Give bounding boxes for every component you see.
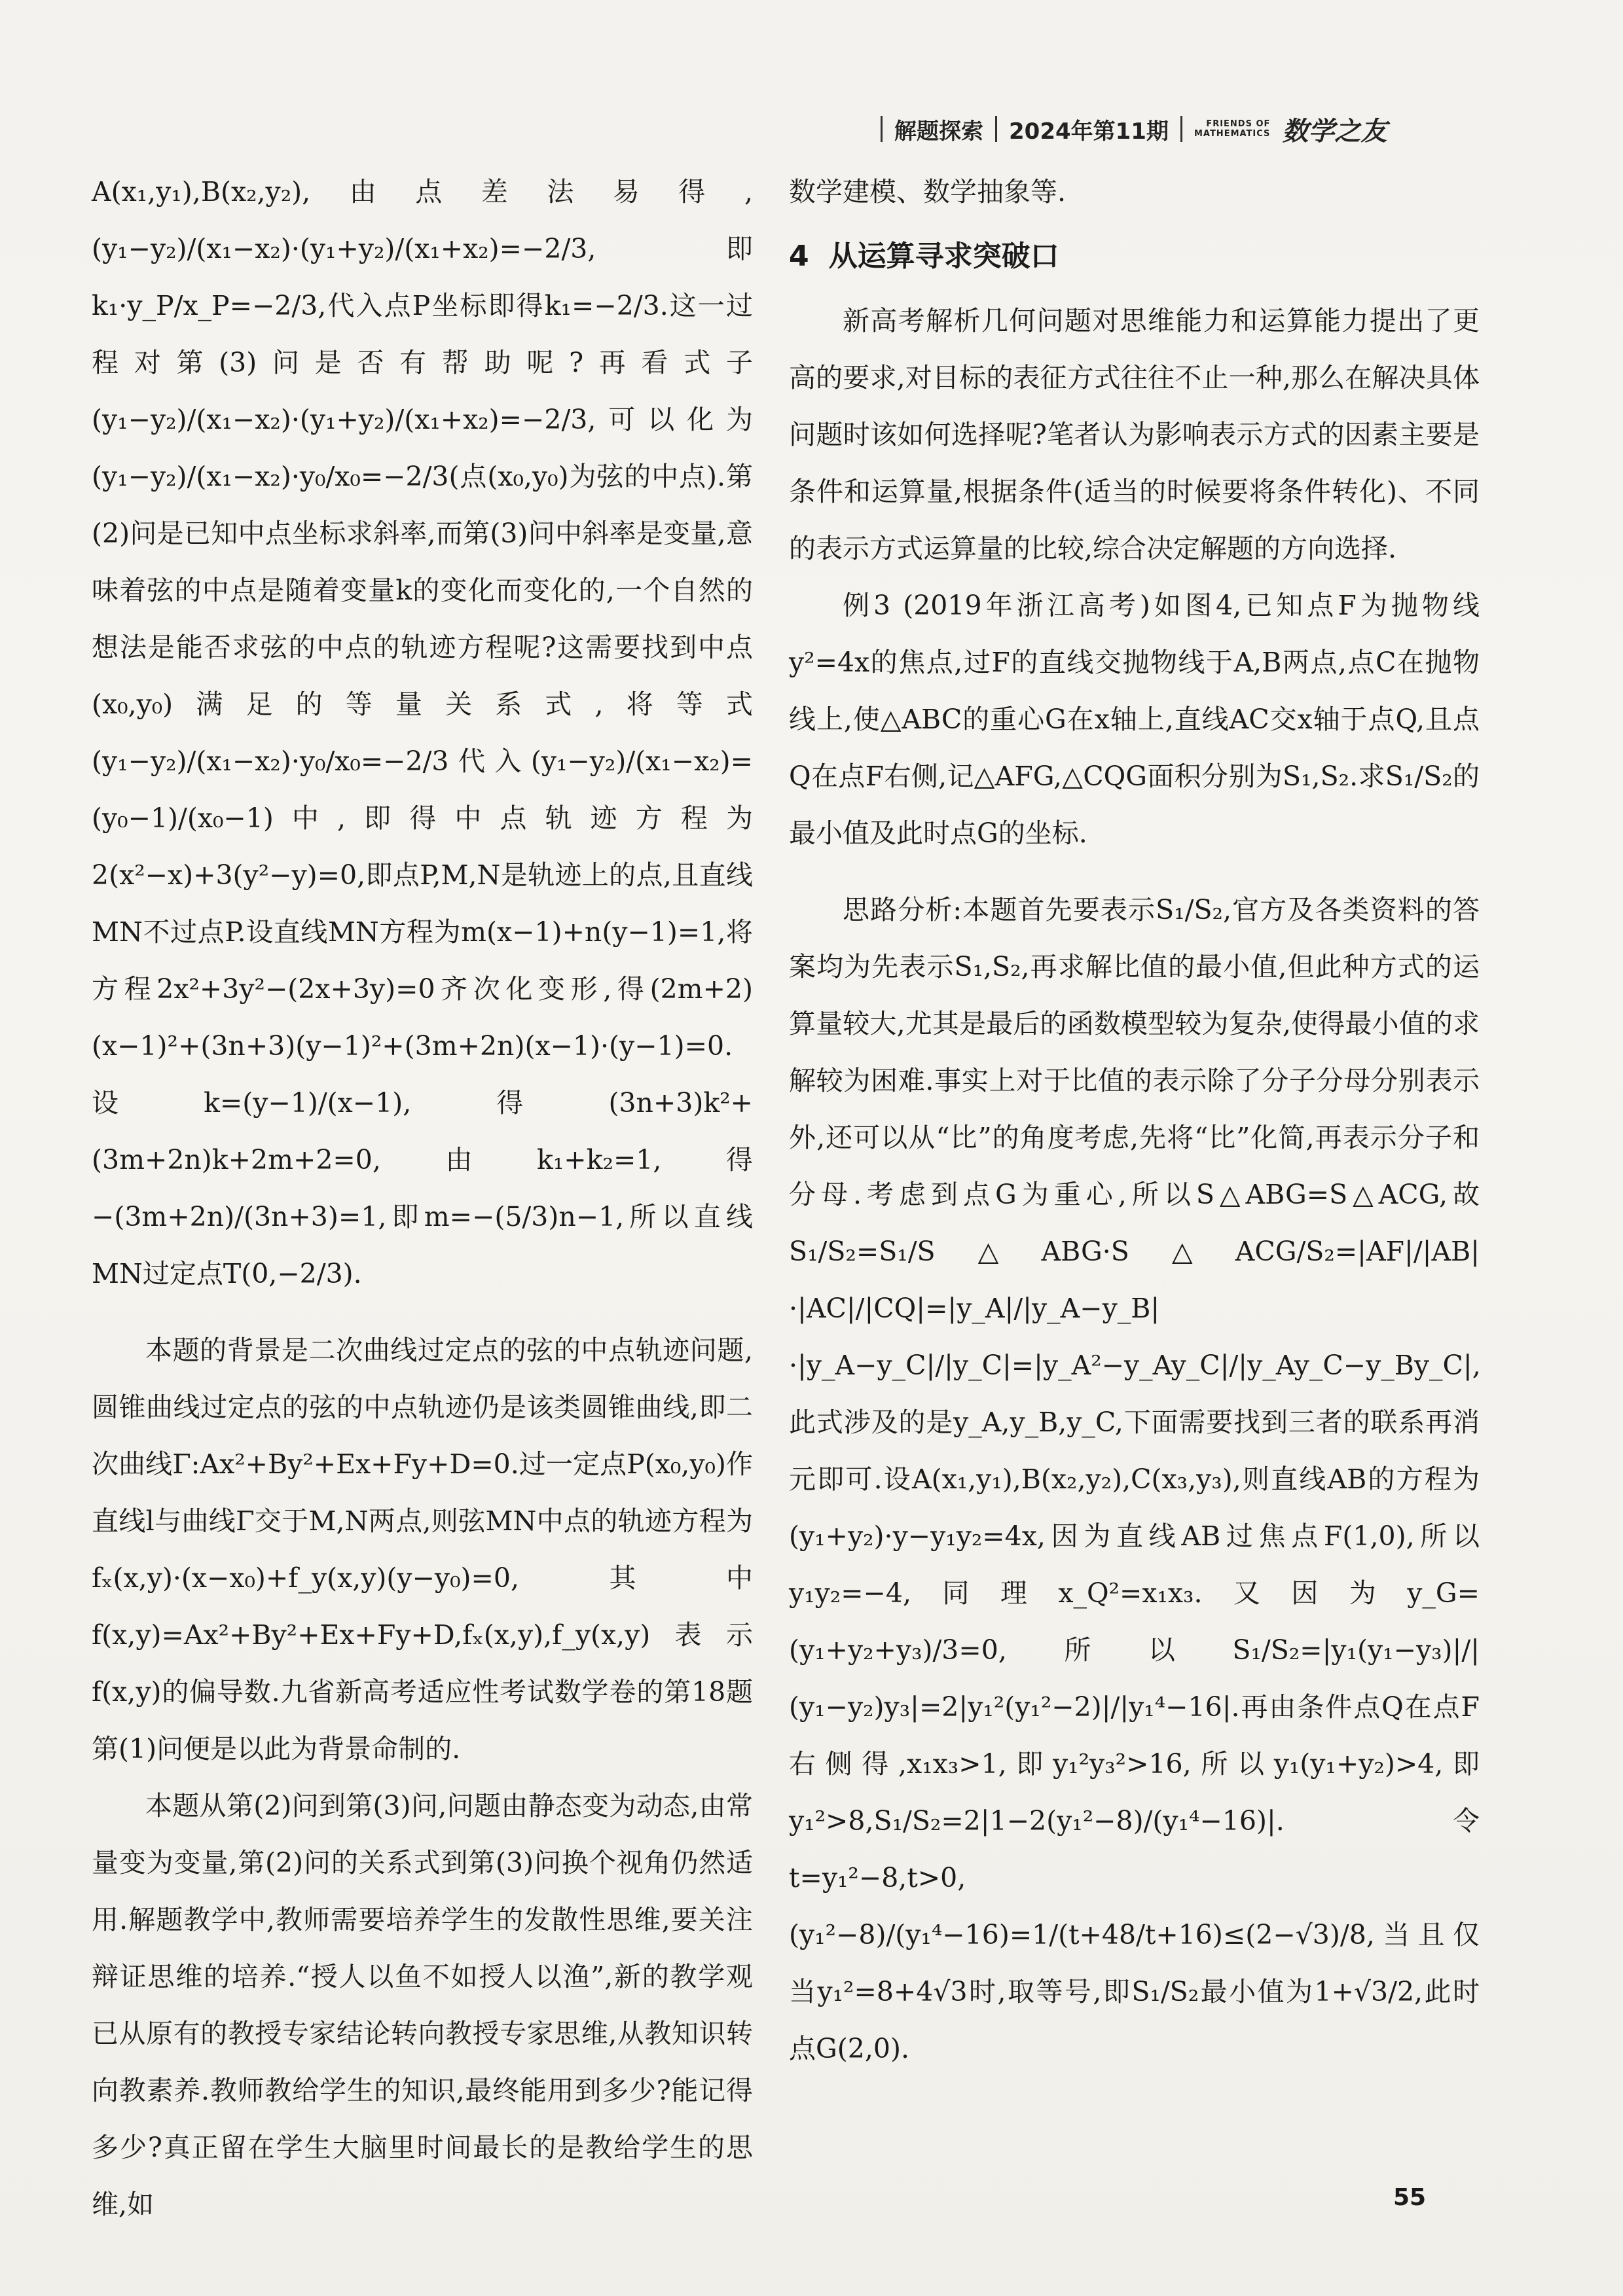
journal-logo: 数学之友 (1282, 115, 1387, 147)
header-divider (1180, 116, 1182, 142)
journal-english-name (1194, 119, 1270, 139)
section-number: 4 (789, 240, 809, 273)
right-column (789, 164, 1480, 2077)
body-paragraph: 本题从第(2)问到第(3)问,问题由静态变为动态,由常量变为变量,第(2)问的关系式到第(3)问换个视角仍然适用.解题教学中,教师需要培养学生的发散性思维,要关注辩证思维的培养.“授人以鱼不如授人以渔”,新的教学观已从原有的教授专家结论转向教授专家思维,从教知识转向教素养.教师教给学生的知识,最终能用到多少?能记得多少?真正留在学生大脑里时间最长的是教给学生的思维,如 (92, 1790, 753, 2220)
header-section-label: 解题探索 (894, 118, 983, 145)
page-number: 55 (1393, 2184, 1427, 2211)
body-paragraph: A(x₁,y₁),B(x₂,y₂),由点差法易得,(y₁−y₂)/(x₁−x₂)·(y₁+y₂)/(x₁+x₂)=−2/3,即k₁·y_P/x_P=−2/3,代入点P坐标即得k₁=−2/3.这一过程对第(3)问是否有帮助呢?再看式子(y₁−y₂)/(x₁−x₂)·(y₁+y₂)/(x₁+x₂)=−2/3,可以化为(y₁−y₂)/(x₁−x₂)·y₀/x₀=−2/3(点(x₀,y₀)为弦的中点).第(2)问是已知中点坐标求斜率,而第(3)问中斜率是变量,意味着弦的中点是随着变量k的变化而变化的,一个自然的想法是能否求弦的中点的轨迹方程呢?这需要找到中点(x₀,y₀)满足的等量关系式,将等式(y₁−y₂)/(x₁−x₂)·y₀/x₀=−2/3代入(y₁−y₂)/(x₁−x₂)=(y₀−1)/(x₀−1)中,即得中点轨迹方程为2(x²−x)+3(y²−y)=0,即点P,M,N是轨迹上的点,且直线MN不过点P.设直线MN方程为m(x−1)+n(y−1)=1,将方程2x²+3y²−(2x+3y)=0齐次化变形,得(2m+2)(x−1)²+(3n+3)(y−1)²+(3m+2n)(x−1)·(y−1)=0.设k=(y−1)/(x−1),得(3n+3)k²+(3m+2n)k+2m+2=0,由k₁+k₂=1,得−(3m+2n)/(3n+3)=1,即m=−(5/3)n−1,所以直线MN过定点T(0,−2/3). (92, 176, 753, 1289)
journal-en-line1: FRIENDS OF (1206, 119, 1271, 129)
analysis-paragraph: 思路分析:本题首先要表示S₁/S₂,官方及各类资料的答案均为先表示S₁,S₂,再求解比值的最小值,但此种方式的运算量较大,尤其是最后的函数模型较为复杂,使得最小值的求解较为困难.事实上对于比值的表示除了分子分母分别表示外,还可以从“比”的角度考虑,先将“比”化简,再表示分子和分母.考虑到点G为重心,所以S△ABG=S△ACG,故S₁/S₂=S₁/S△ABG·S△ACG/S₂=|AF|/|AB|·|AC|/|CQ|=|y_A|/|y_A−y_B|·|y_A−y_C|/|y_C|=|y_A²−y_Ay_C|/|y_Ay_C−y_By_C|,此式涉及的是y_A,y_B,y_C,下面需要找到三者的联系再消元即可.设A(x₁,y₁),B(x₂,y₂),C(x₃,y₃),则直线AB的方程为(y₁+y₂)·y−y₁y₂=4x,因为直线AB过焦点F(1,0),所以y₁y₂=−4,同理x_Q²=x₁x₃.又因为y_G=(y₁+y₂+y₃)/3=0,所以S₁/S₂=|y₁(y₁−y₃)|/|(y₁−y₂)y₃|=2|y₁²(y₁²−2)|/|y₁⁴−16|.再由条件点Q在点F右侧得,x₁x₃>1,即y₁²y₃²>16,所以y₁(y₁+y₂)>4,即y₁²>8,S₁/S₂=2|1−2(y₁²−8)/(y₁⁴−16)|.令t=y₁²−8,t>0,(y₁²−8)/(y₁⁴−16)=1/(t+48/t+16)≤(2−√3)/8,当且仅当y₁²=8+4√3时,取等号,即S₁/S₂最小值为1+√3/2,此时点G(2,0). (789, 894, 1481, 2064)
example-paragraph: 例3 (2019年浙江高考)如图4,已知点F为抛物线y²=4x的焦点,过F的直线交抛物线于A,B两点,点C在抛物线上,使△ABC的重心G在x轴上,直线AC交x轴于点Q,且点Q在点F右侧,记△AFG,△CQG面积分别为S₁,S₂.求S₁/S₂的最小值及此时点G的坐标. (789, 590, 1480, 849)
section-heading (789, 221, 1480, 293)
header-divider (995, 116, 997, 142)
running-header (881, 106, 1470, 152)
body-paragraph: 新高考解析几何问题对思维能力和运算能力提出了更高的要求,对目标的表征方式往往不止一种,那么在解决具体问题时该如何选择呢?笔者认为影响表示方式的因素主要是条件和运算量,根据条件(适当的时候要将条件转化)、不同的表示方式运算量的比较,综合决定解题的方向选择. (789, 305, 1480, 564)
section-title: 从运算寻求突破口 (828, 240, 1059, 273)
body-paragraph: 本题的背景是二次曲线过定点的弦的中点轨迹问题,圆锥曲线过定点的弦的中点轨迹仍是该类圆锥曲线,即二次曲线Γ:Ax²+By²+Ex+Fy+D=0.过一定点P(x₀,y₀)作直线l与曲线Γ交于M,N两点,则弦MN中点的轨迹方程为fₓ(x,y)·(x−x₀)+f_y(x,y)(y−y₀)=0,其中f(x,y)=Ax²+By²+Ex+Fy+D,fₓ(x,y),f_y(x,y)表示f(x,y)的偏导数.九省新高考适应性考试数学卷的第18题第(1)问便是以此为背景命制的. (92, 1335, 753, 1765)
body-paragraph: 数学建模、数学抽象等. (789, 176, 1067, 207)
left-column (92, 164, 753, 2233)
header-issue: 2024年第11期 (1009, 118, 1169, 145)
header-divider (881, 116, 883, 142)
journal-en-line2: MATHEMATICS (1194, 129, 1271, 139)
